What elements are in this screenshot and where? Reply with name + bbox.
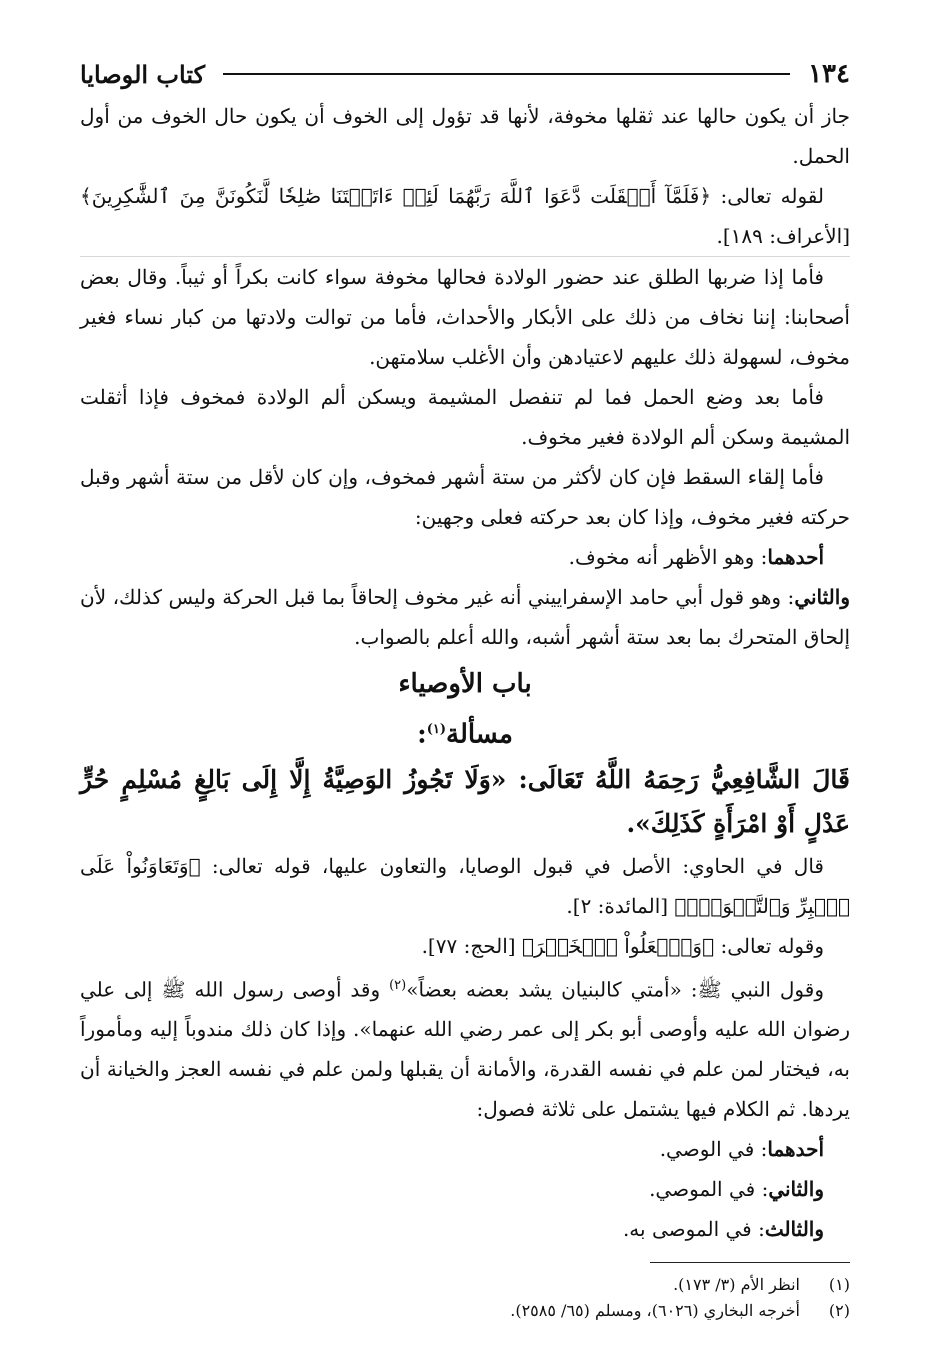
paragraph-4: فأما بعد وضع الحمل فما لم تنفصل المشيمة ويسكن ألم الولادة فمخوف فإذا أثقلت المشيمة وسكن ألم الولادة فغير مخوف.: [80, 385, 850, 449]
list-item: [80, 1129, 850, 1169]
commentary-3-a: وقول النبي ﷺ: «أمتي كالبنيان يشد بعضه بعضاً»: [406, 977, 824, 1002]
verse-reference: [المائدة: ٢].: [566, 893, 675, 918]
header-rule: [223, 73, 790, 75]
paragraph-3: فأما إذا ضربها الطلق عند حضور الولادة فحالها مخوفة سواء كانت بكراً أو ثيباً. وقال بعض أصحابنا: إننا نخاف من ذلك على الأبكار والأحداث، فأما من توالت ولادتها من كبار نساء فغير مخوف، لسهولة ذلك عليهم لاعتيادهن وأن الأغلب سلامتهن.: [80, 256, 850, 377]
list-item-text: : في الموصى به.: [622, 1217, 765, 1242]
list-item-label: والثالث: [764, 1217, 824, 1242]
page-number: ١٣٤: [808, 59, 850, 89]
commentary-3-b: وقد أوصى رسول الله ﷺ إلى علي رضوان الله عليه وأوصى أبو بكر إلى عمر رضي الله عنهما». وإذا كان ذلك مندوباً إليه ومأموراً به، فيختار لمن علم في نفسه القدرة، والأمانة أن يقبلها ولمن علم في نفسه العجز والخيانة أن يردها. ثم الكلام فيها يشتمل على ثلاثة فصول:: [80, 977, 850, 1122]
opinion-text: : وهو الأظهر أنه مخوف.: [568, 545, 768, 569]
commentary-1: [80, 846, 850, 926]
paragraph-2-lead: لقوله تعالى:: [711, 184, 825, 208]
quran-verse: ﴿فَلَمَّآ أَثۡقَلَت دَّعَوَا ٱللَّهَ رَبَّهُمَا لَئِنۡ ءَاتَيۡتَنَا صَٰلِحٗا لَّنَكُونَنَّ مِنَ ٱلشَّٰكِرِينَ﴾: [80, 184, 712, 208]
footnote-number: (١): [828, 1275, 850, 1294]
list-item-label: أحدهما: [767, 1137, 824, 1162]
footnotes: [80, 1272, 850, 1324]
commentary-2-lead: وقوله تعالى:: [714, 933, 824, 958]
section-heading: باب الأوصياء: [398, 669, 532, 699]
verse-reference: [الأعراف: ١٨٩].: [716, 224, 850, 248]
commentary-3: [80, 966, 850, 1130]
shafii-quote: قَالَ الشَّافِعِيُّ رَحِمَهُ اللَّهُ تَعَالَى: «وَلَا تَجُوزُ الوَصِيَّةُ إِلَّا إِلَى بَالِغٍ مُسْلِمٍ حُرٍّ عَدْلٍ أَوْ امْرَأَةٍ كَذَلِكَ».: [80, 764, 850, 838]
footnote-marker: (٢): [389, 977, 407, 993]
quran-verse: ﴿وَتَعَاوَنُواْ عَلَى ٱلۡبِرِّ وَٱلتَّقۡوَىٰۖ﴾: [80, 853, 850, 918]
list-item-text: : في الموصي.: [649, 1177, 769, 1202]
masala-heading: [80, 707, 850, 758]
footnote-separator: [650, 1262, 850, 1263]
paragraph-7: [80, 577, 850, 657]
footnote: [80, 1298, 850, 1324]
footnote-number: (٢): [828, 1301, 850, 1320]
paragraph-5: فأما إلقاء السقط فإن كان لأكثر من ستة أشهر فمخوف، وإن كان لأقل من ستة أشهر وقبل حركته فغير مخوف، وإذا كان بعد حركته فعلى وجهين:: [80, 465, 850, 529]
footnote-marker: (١): [426, 722, 446, 737]
opinion-label: والثاني: [794, 585, 850, 609]
list-item: [80, 1209, 850, 1249]
footnote: [80, 1272, 850, 1298]
opinion-label: أحدهما: [767, 545, 824, 569]
footnote-text: أخرجه البخاري (٦٠٢٦)، ومسلم (٦٥/ ٢٥٨٥).: [510, 1301, 800, 1320]
masala-colon: :: [417, 719, 427, 750]
commentary-1-lead: قال في الحاوي: الأصل في قبول الوصايا، والتعاون عليها، قوله تعالى:: [200, 853, 824, 878]
list-item-label: والثاني: [768, 1177, 824, 1202]
verse-reference: [الحج: ٧٧].: [421, 933, 522, 958]
running-title: كتاب الوصايا: [80, 59, 205, 89]
masala-label: مسألة: [446, 719, 513, 750]
page-header: [80, 54, 850, 94]
main-text: [80, 96, 850, 1249]
footnote-text: انظر الأم (٣/ ١٧٣).: [673, 1275, 800, 1294]
paragraph-6: [80, 537, 850, 577]
list-item-text: : في الوصي.: [659, 1137, 768, 1162]
paragraph-2: [80, 176, 850, 256]
quran-verse: ﴿وَٱفۡعَلُواْ ٱلۡخَيۡرَ﴾: [521, 933, 715, 958]
list-item: [80, 1169, 850, 1209]
opinion-text: : وهو قول أبي حامد الإسفراييني أنه غير مخوف إلحاقاً بما قبل الحركة وليس كذلك، لأن إلحاق المتحرك بما بعد ستة أشهر أشبه، والله أعلم بالصواب.: [80, 585, 850, 649]
commentary-2: [80, 926, 850, 966]
paragraph-1: جاز أن يكون حالها عند ثقلها مخوفة، لأنها قد تؤول إلى الخوف أن يكون حال الخوف من أول الحمل.: [80, 104, 850, 168]
